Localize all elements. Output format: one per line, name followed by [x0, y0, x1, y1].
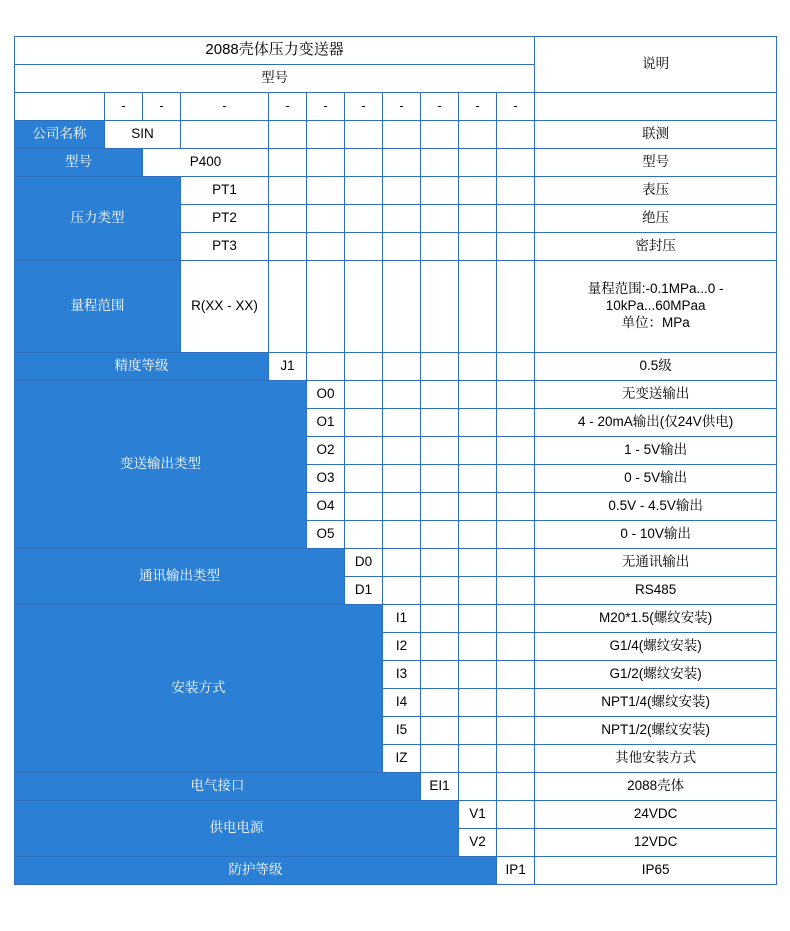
- label-pressure-type: 压力类型: [15, 177, 181, 261]
- desc-o3: 0 - 5V输出: [535, 465, 777, 493]
- blank-o3-10: [497, 465, 535, 493]
- dash-cell-desc: [535, 93, 777, 121]
- label-range: 量程范围: [15, 261, 181, 353]
- blank-o3-6: [345, 465, 383, 493]
- blank-ei-10: [497, 773, 535, 801]
- desc-i1: M20*1.5(螺纹安装): [535, 605, 777, 633]
- blank-v2-10: [497, 829, 535, 857]
- code-range: R(XX - XX): [181, 261, 269, 353]
- blank-i1-8: [421, 605, 459, 633]
- row-company-name: [15, 121, 777, 149]
- code-v1: V1: [459, 801, 497, 829]
- blank-o3-8: [421, 465, 459, 493]
- blank-iz-10: [497, 745, 535, 773]
- blank-pt1-6: [345, 177, 383, 205]
- code-ei1: EI1: [421, 773, 459, 801]
- blank-i4-8: [421, 689, 459, 717]
- blank-m8: [421, 149, 459, 177]
- blank-o5-10: [497, 521, 535, 549]
- blank-o3-7: [383, 465, 421, 493]
- blank-pt3-5: [307, 233, 345, 261]
- blank-pt3-6: [345, 233, 383, 261]
- description-header: 说明: [535, 37, 777, 93]
- blank-o5-7: [383, 521, 421, 549]
- desc-pt2: 绝压: [535, 205, 777, 233]
- desc-range: [535, 261, 777, 353]
- blank-o0-10: [497, 381, 535, 409]
- blank-d0-10: [497, 549, 535, 577]
- code-o4: O4: [307, 493, 345, 521]
- blank-o2-9: [459, 437, 497, 465]
- code-o2: O2: [307, 437, 345, 465]
- blank-i3-8: [421, 661, 459, 689]
- blank-a10: [497, 353, 535, 381]
- blank-o2-6: [345, 437, 383, 465]
- desc-pt3: 密封压: [535, 233, 777, 261]
- blank-c8: [421, 121, 459, 149]
- desc-i4: NPT1/4(螺纹安装): [535, 689, 777, 717]
- label-comm-type: 通讯输出类型: [15, 549, 345, 605]
- code-i5: I5: [383, 717, 421, 745]
- code-model: P400: [143, 149, 269, 177]
- blank-iz-8: [421, 745, 459, 773]
- desc-i3: G1/2(螺纹安装): [535, 661, 777, 689]
- row-model: [15, 149, 777, 177]
- code-i2: I2: [383, 633, 421, 661]
- blank-pt1-4: [269, 177, 307, 205]
- blank-o4-8: [421, 493, 459, 521]
- blank-pt2-7: [383, 205, 421, 233]
- dash-cell-8: -: [421, 93, 459, 121]
- dash-cell-6: -: [345, 93, 383, 121]
- desc-company-name: 联测: [535, 121, 777, 149]
- blank-r8: [421, 261, 459, 353]
- blank-i4-10: [497, 689, 535, 717]
- blank-o5-6: [345, 521, 383, 549]
- label-model: 型号: [15, 149, 143, 177]
- desc-v2: 12VDC: [535, 829, 777, 857]
- blank-r5: [307, 261, 345, 353]
- code-ip1: IP1: [497, 857, 535, 885]
- blank-a8: [421, 353, 459, 381]
- blank-o4-9: [459, 493, 497, 521]
- blank-pt2-8: [421, 205, 459, 233]
- blank-o0-8: [421, 381, 459, 409]
- blank-pt1-10: [497, 177, 535, 205]
- desc-d1: RS485: [535, 577, 777, 605]
- dash-cell-10: -: [497, 93, 535, 121]
- blank-m5: [307, 149, 345, 177]
- blank-m9: [459, 149, 497, 177]
- desc-o4: 0.5V - 4.5V输出: [535, 493, 777, 521]
- blank-i1-9: [459, 605, 497, 633]
- desc-o1: 4 - 20mA输出(仅24V供电): [535, 409, 777, 437]
- blank-d1-10: [497, 577, 535, 605]
- blank-c3: [181, 121, 269, 149]
- desc-model: 型号: [535, 149, 777, 177]
- page-title: 2088壳体压力变送器: [15, 37, 535, 65]
- label-power-supply: 供电电源: [15, 801, 459, 857]
- blank-a9: [459, 353, 497, 381]
- product-model-table: [14, 36, 777, 885]
- dash-cell-3: -: [181, 93, 269, 121]
- blank-pt1-8: [421, 177, 459, 205]
- code-company-name: SIN: [105, 121, 181, 149]
- row-electrical-interface: [15, 773, 777, 801]
- blank-r7: [383, 261, 421, 353]
- blank-i1-10: [497, 605, 535, 633]
- code-v2: V2: [459, 829, 497, 857]
- blank-m4: [269, 149, 307, 177]
- label-company-name: 公司名称: [15, 121, 105, 149]
- row-accuracy: [15, 353, 777, 381]
- dash-cell-9: -: [459, 93, 497, 121]
- blank-o0-6: [345, 381, 383, 409]
- blank-pt3-4: [269, 233, 307, 261]
- blank-d0-8: [421, 549, 459, 577]
- blank-i5-8: [421, 717, 459, 745]
- label-mounting: 安装方式: [15, 605, 383, 773]
- blank-pt1-5: [307, 177, 345, 205]
- blank-o3-9: [459, 465, 497, 493]
- desc-i2: G1/4(螺纹安装): [535, 633, 777, 661]
- blank-d1-9: [459, 577, 497, 605]
- dash-cell-0: [15, 93, 105, 121]
- desc-o2: 1 - 5V输出: [535, 437, 777, 465]
- blank-pt2-10: [497, 205, 535, 233]
- blank-i2-9: [459, 633, 497, 661]
- desc-i5: NPT1/2(螺纹安装): [535, 717, 777, 745]
- blank-a6: [345, 353, 383, 381]
- row-range: [15, 261, 777, 353]
- dash-cell-7: -: [383, 93, 421, 121]
- blank-o4-6: [345, 493, 383, 521]
- dash-cell-5: -: [307, 93, 345, 121]
- model-header: 型号: [15, 65, 535, 93]
- blank-i3-9: [459, 661, 497, 689]
- blank-m10: [497, 149, 535, 177]
- code-iz: IZ: [383, 745, 421, 773]
- blank-pt2-5: [307, 205, 345, 233]
- desc-pt1: 表压: [535, 177, 777, 205]
- desc-iz: 其他安装方式: [535, 745, 777, 773]
- blank-i4-9: [459, 689, 497, 717]
- blank-c5: [307, 121, 345, 149]
- blank-c7: [383, 121, 421, 149]
- blank-pt2-9: [459, 205, 497, 233]
- code-o1: O1: [307, 409, 345, 437]
- code-o0: O0: [307, 381, 345, 409]
- blank-r6: [345, 261, 383, 353]
- blank-pt3-9: [459, 233, 497, 261]
- code-o5: O5: [307, 521, 345, 549]
- blank-i5-10: [497, 717, 535, 745]
- blank-o5-8: [421, 521, 459, 549]
- desc-ei1: 2088壳体: [535, 773, 777, 801]
- dash-cell-2: -: [143, 93, 181, 121]
- blank-r4: [269, 261, 307, 353]
- desc-accuracy: 0.5级: [535, 353, 777, 381]
- blank-d0-7: [383, 549, 421, 577]
- desc-ip1: IP65: [535, 857, 777, 885]
- blank-a5: [307, 353, 345, 381]
- blank-m7: [383, 149, 421, 177]
- dash-cell-4: -: [269, 93, 307, 121]
- blank-a7: [383, 353, 421, 381]
- blank-o1-10: [497, 409, 535, 437]
- blank-i5-9: [459, 717, 497, 745]
- blank-o4-7: [383, 493, 421, 521]
- blank-m6: [345, 149, 383, 177]
- code-pt2: PT2: [181, 205, 269, 233]
- code-i4: I4: [383, 689, 421, 717]
- blank-i2-10: [497, 633, 535, 661]
- blank-iz-9: [459, 745, 497, 773]
- dash-cell-1: -: [105, 93, 143, 121]
- blank-d1-7: [383, 577, 421, 605]
- blank-o1-8: [421, 409, 459, 437]
- blank-i3-10: [497, 661, 535, 689]
- blank-c6: [345, 121, 383, 149]
- row-output-o0: [15, 381, 777, 409]
- code-accuracy: J1: [269, 353, 307, 381]
- code-o3: O3: [307, 465, 345, 493]
- blank-r10: [497, 261, 535, 353]
- blank-v1-10: [497, 801, 535, 829]
- blank-o2-8: [421, 437, 459, 465]
- blank-o0-9: [459, 381, 497, 409]
- desc-o0: 无变送输出: [535, 381, 777, 409]
- row-pressure-type-pt1: [15, 177, 777, 205]
- code-i1: I1: [383, 605, 421, 633]
- blank-o5-9: [459, 521, 497, 549]
- blank-ei-9: [459, 773, 497, 801]
- blank-r9: [459, 261, 497, 353]
- blank-o2-10: [497, 437, 535, 465]
- desc-v1: 24VDC: [535, 801, 777, 829]
- blank-pt3-10: [497, 233, 535, 261]
- blank-pt3-8: [421, 233, 459, 261]
- code-pt1: PT1: [181, 177, 269, 205]
- blank-o2-7: [383, 437, 421, 465]
- blank-o1-9: [459, 409, 497, 437]
- desc-range-line2: 10kPa...60MPaa: [605, 298, 706, 314]
- label-electrical-interface: 电气接口: [15, 773, 421, 801]
- blank-o4-10: [497, 493, 535, 521]
- label-protection-class: 防护等级: [15, 857, 497, 885]
- blank-c10: [497, 121, 535, 149]
- code-i3: I3: [383, 661, 421, 689]
- blank-pt1-7: [383, 177, 421, 205]
- label-accuracy: 精度等级: [15, 353, 269, 381]
- label-output-type: 变送输出类型: [15, 381, 307, 549]
- blank-pt3-7: [383, 233, 421, 261]
- blank-pt2-6: [345, 205, 383, 233]
- blank-c4: [269, 121, 307, 149]
- code-pt3: PT3: [181, 233, 269, 261]
- blank-d0-9: [459, 549, 497, 577]
- desc-d0: 无通讯输出: [535, 549, 777, 577]
- row-protection-class: [15, 857, 777, 885]
- blank-pt2-4: [269, 205, 307, 233]
- blank-o1-7: [383, 409, 421, 437]
- code-d1: D1: [345, 577, 383, 605]
- blank-pt1-9: [459, 177, 497, 205]
- blank-d1-8: [421, 577, 459, 605]
- row-mount-i1: [15, 605, 777, 633]
- code-d0: D0: [345, 549, 383, 577]
- desc-o5: 0 - 10V输出: [535, 521, 777, 549]
- blank-o1-6: [345, 409, 383, 437]
- table-title-row: [15, 37, 777, 65]
- blank-o0-7: [383, 381, 421, 409]
- blank-i2-8: [421, 633, 459, 661]
- dash-row: [15, 93, 777, 121]
- row-power-v1: [15, 801, 777, 829]
- desc-range-line3: 单位：MPa: [621, 314, 690, 330]
- desc-range-line1: 量程范围:-0.1MPa...0 -: [587, 281, 724, 297]
- blank-c9: [459, 121, 497, 149]
- row-comm-d0: [15, 549, 777, 577]
